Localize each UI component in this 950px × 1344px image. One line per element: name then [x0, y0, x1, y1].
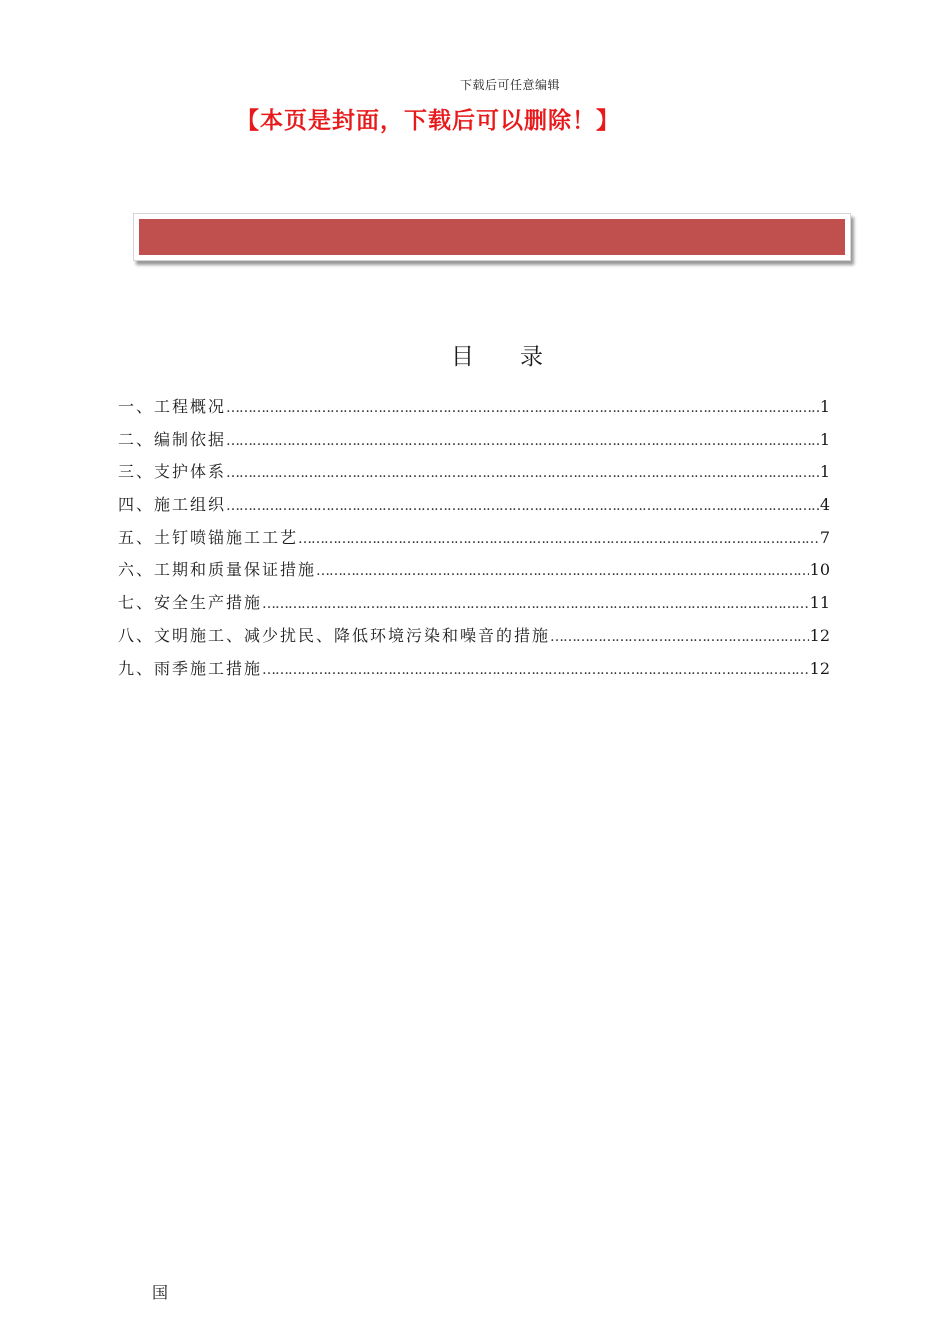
toc-item-label: 四、施工组织: [118, 495, 227, 515]
toc-item-label: 九、雨季施工措施: [118, 658, 263, 678]
toc-item[interactable]: [118, 590, 830, 623]
toc-item[interactable]: [118, 623, 830, 656]
toc-leader-dots: [226, 465, 819, 481]
toc-item-label: 八、文明施工、减少扰民、降低环境污染和噪音的措施: [118, 625, 551, 645]
footer-text: 国: [152, 1283, 169, 1302]
toc-item-page: 11: [809, 593, 830, 613]
toc-leader-dots: [316, 563, 809, 579]
cover-notice: 【本页是封面，下载后可以删除！】: [236, 108, 620, 134]
toc-title: 目录: [451, 344, 589, 370]
toc-item-label: 三、支护体系: [118, 462, 227, 482]
toc-leader-dots: [226, 498, 819, 514]
toc-item-page: 7: [819, 527, 830, 547]
toc-item-page: 4: [819, 495, 830, 515]
toc-item[interactable]: [118, 459, 830, 492]
toc-item[interactable]: [118, 394, 830, 427]
table-of-contents: [118, 394, 830, 688]
toc-item-label: 二、编制依据: [118, 429, 227, 449]
toc-leader-dots: [226, 400, 819, 416]
toc-leader-dots: [262, 662, 809, 678]
toc-item[interactable]: [118, 656, 830, 689]
toc-item[interactable]: [118, 492, 830, 525]
toc-item-label: 六、工期和质量保证措施: [118, 560, 317, 580]
toc-leader-dots: [298, 531, 819, 547]
toc-item-page: 10: [809, 560, 830, 580]
toc-item[interactable]: [118, 427, 830, 460]
toc-item-label: 五、土钉喷锚施工工艺: [118, 527, 299, 547]
toc-item-page: 12: [809, 625, 830, 645]
toc-leader-dots: [226, 433, 819, 449]
toc-item[interactable]: [118, 557, 830, 590]
toc-item-page: 1: [819, 462, 830, 482]
toc-item[interactable]: [118, 525, 830, 558]
toc-item-page: 1: [819, 429, 830, 449]
title-banner: [133, 213, 851, 261]
header-note: 下载后可任意编辑: [459, 78, 560, 92]
toc-leader-dots: [262, 596, 809, 612]
toc-item-label: 一、工程概况: [118, 397, 227, 416]
title-banner-fill: [139, 219, 845, 255]
toc-item-page: 12: [809, 658, 830, 678]
toc-item-page: 1: [819, 397, 830, 416]
toc-item-label: 七、安全生产措施: [118, 593, 263, 613]
toc-leader-dots: [550, 629, 809, 645]
